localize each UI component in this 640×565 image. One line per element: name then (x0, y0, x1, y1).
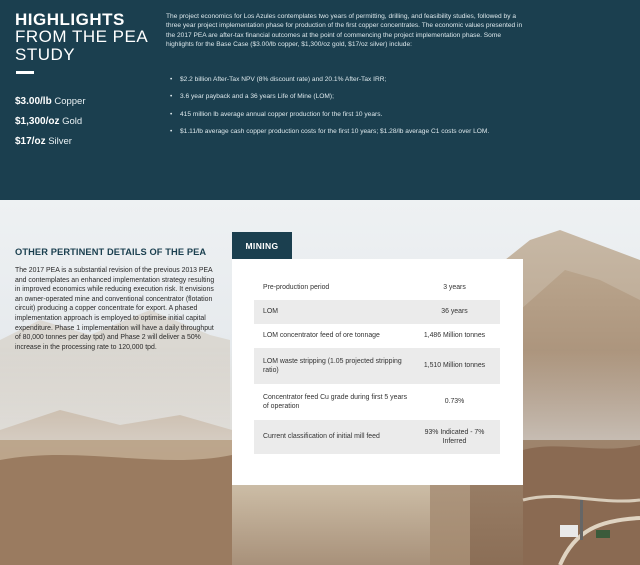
row-value: 3 years (443, 284, 466, 292)
list-item: • 3.6 year payback and a 36 years Life of Mine (LOM); (166, 92, 526, 101)
price-metal: Silver (48, 136, 72, 147)
pertinent-details-title: OTHER PERTINENT DETAILS OF THE PEA (15, 247, 207, 257)
row-value: 1,510 Million tonnes (423, 362, 486, 370)
price-metal: Gold (62, 116, 83, 127)
intro-paragraph: The project economics for Los Azules contemplates two years of permitting, drilling, and feasibility studies, followed by a three year project implementation phase for production of the first copper concentrates. The economic values presented in the 2017 PEA are after-tax financial outcomes at the point of commencing the project implementation phase. Some highlights for the Base Case ($3.00/lb copper, $1,300/oz gold, $17/oz silver) include: (166, 13, 523, 49)
table-row (254, 276, 500, 300)
table-row (254, 420, 500, 454)
price-value: $17/oz (15, 136, 46, 147)
row-label: Current classification of initial mill feed (263, 433, 380, 441)
row-label: LOM concentrator feed of ore tonnage (263, 332, 380, 340)
row-label: Pre-production period (263, 284, 330, 292)
pertinent-details-text: The 2017 PEA is a substantial revision of the previous 2013 PEA and contemplates an enhanced implementation strategy resulting in improved economics while reducing execution risk. It envisions an owner-operated mine and conventional concentrator (flotation circuit) producing a copper concentrate for export. A phased implementation approach is employed to optimise initial capital expenditure. Phase 1 implementation will have a daily throughput of 80,000 tonnes per day tpd) and Phase 2 will deliver a 50% increase in the processing rate to 120,000 tpd. (15, 267, 215, 351)
row-value: 0.73% (444, 398, 465, 406)
highlights-section (0, 0, 640, 200)
price-copper (15, 96, 86, 107)
row-value: 1,486 Million tonnes (423, 332, 486, 340)
row-label: LOM (263, 308, 278, 316)
row-value: 93% Indicated - 7% Inferred (424, 428, 485, 445)
table-row (254, 324, 500, 348)
table-row (254, 348, 500, 384)
list-item: • $2.2 billion After-Tax NPV (8% discount rate) and 20.1% After-Tax IRR; (166, 75, 526, 84)
row-label: LOM waste stripping (1.05 projected stripping ratio) (263, 357, 402, 374)
price-metal: Copper (54, 96, 86, 107)
highlights-title: HIGHLIGHTS (15, 10, 125, 29)
price-value: $3.00/lb (15, 96, 52, 107)
title-underline (16, 71, 34, 74)
price-value: $1,300/oz (15, 116, 60, 127)
list-item: • $1.11/lb average cash copper production costs for the first 10 years; $1.28/lb average C1 costs over LOM. (166, 127, 526, 136)
list-item: • 415 million lb average annual copper production for the first 10 years. (166, 110, 526, 119)
highlights-list (166, 75, 526, 145)
row-label: Concentrator feed Cu grade during first 5 years of operation (263, 393, 408, 410)
table-row (254, 300, 500, 324)
mining-table-panel (232, 259, 523, 485)
tab-mining[interactable]: MINING (232, 232, 292, 259)
highlights-subtitle: FROM THE PEA STUDY (15, 27, 148, 64)
table-row (254, 384, 500, 420)
row-value: 36 years (441, 308, 468, 316)
price-silver (15, 136, 72, 147)
price-gold (15, 116, 82, 127)
